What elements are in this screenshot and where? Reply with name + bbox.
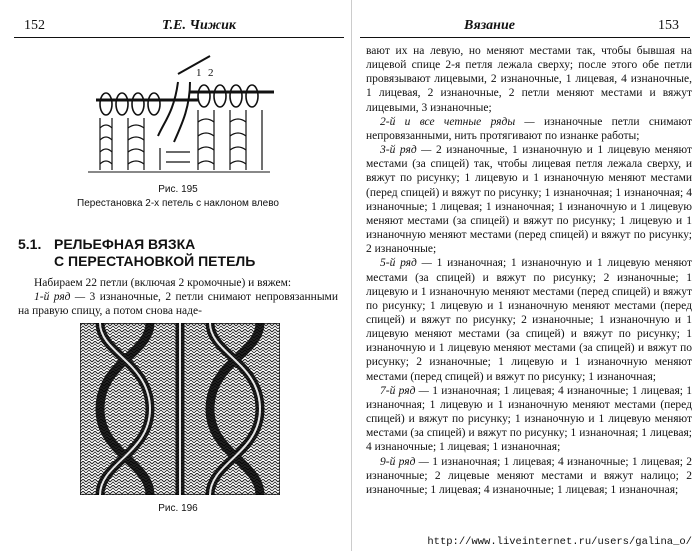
paragraph: вают их на левую, но меняют местами так, чтобы бывшая на лицевой спице 2-я петля лежала сверху; после этого обе петли провязывают лицевыми, 2 изнаночные, 1 лицевая, 4 изнаночные, 1 лицевая, 2 изнаночные, 2 петли меняют местами и вяжут лицевыми, 3 изнаночные; — [366, 45, 692, 114]
section-title-line2: С ПЕРЕСТАНОВКОЙ ПЕТЕЛЬ — [54, 253, 256, 269]
row-label: 7-й ряд — — [380, 384, 429, 397]
paragraph: 7-й ряд — 1 изнаночная; 1 лицевая; 4 изнаночные; 1 лицевая; 1 изнаночная; 1 лицевую и 1 изнаночную меняют местами (перед спицей) и вяжут по рисунку; 1 изнаночную и 1 лицевую меняют местами (за спицей) и вяжут по рисунку; 1 изнаночная; 1 лицевая; 4 изнаночные; 1 лицевая; 1 изнаночная; — [366, 384, 692, 454]
figure-195-illustration — [78, 52, 278, 180]
row-label: 5-й ряд — — [380, 257, 432, 270]
left-body-text — [18, 276, 338, 318]
row-label: 9-й ряд — — [380, 455, 429, 468]
running-title: Вязание — [464, 18, 515, 33]
figure-195-caption: Перестановка 2-х петель с наклоном влево — [77, 198, 279, 209]
right-body-text — [366, 44, 692, 497]
paragraph: 3-й ряд — 2 изнаночные, 1 изнаночную и 1 лицевую меняют местами (за спицей) так, чтобы лицевая петля лежала сверху, и вяжут по рисунку; 1 лицевую и 1 изнаночную меняют местами (перед спицей) и вяжут по рисунку; 1 изнаночная; 1 изнаночная; 4 изнаночные; 1 лицевая; 1 изнаночная; 1 изнаночную и 1 лицевую меняют местами (за спицей) и вяжут по рисунку; 1 лицевую и 1 изнаночную меняют местами (перед спицей) и вяжут по рисунку; 2 изнаночные; — [366, 144, 692, 256]
section-number: 5.1. — [18, 236, 42, 252]
paragraph — [18, 290, 338, 318]
paragraph: 5-й ряд — 1 изнаночная; 1 изнаночную и 1 лицевую меняют местами (за спицей) и вяжут по рисунку; 2 изнаночные; 1 лицевую и 1 изнаночную меняют местами (перед спицей) и вяжут по рисунку; 1 лицевую и 1 изнаночную меняют местами (перед спицей) и вяжут по рисунку; 2 изнаночные; 1 изнаночную и 1 лицевую меняют местами (за спицей) и вяжут по рисунку; 1 изнаночную и 1 лицевую меняют местами (за спицей) и вяжут по рисунку; 2 изнаночные; 1 лицевую и 1 изнаночную меняют местами (перед спицей) и вяжут по рисунку; 1 изнаночная; — [366, 257, 692, 383]
section-title-line1: РЕЛЬЕФНАЯ ВЯЗКА — [54, 236, 196, 252]
figure-196-illustration — [80, 323, 280, 495]
paragraph: 2-й и все четные ряды — изнаночные петли снимают непровязанными, нить протягивают по изнанке работы; — [366, 115, 692, 142]
page-number: 153 — [658, 18, 679, 33]
figure-195-number: Рис. 195 — [158, 184, 198, 195]
paragraph: Набираем 22 петли (включая 2 кромочные) и вяжем: — [34, 277, 292, 289]
row-label: 1-й ряд — — [34, 291, 86, 303]
right-page — [352, 0, 700, 551]
watermark-url: http://www.liveinternet.ru/users/galina_o/ — [427, 536, 692, 548]
header-rule — [14, 37, 344, 38]
row-label: 3-й ряд — — [380, 144, 432, 157]
row-label: 2-й и все четные ряды — — [380, 115, 535, 128]
figure-195-mark-1: 1 — [196, 67, 202, 79]
figure-195-mark-2: 2 — [208, 67, 214, 79]
figure-196-number: Рис. 196 — [158, 503, 198, 514]
running-title: Т.Е. Чижик — [162, 18, 236, 33]
row-text: 3 изнаночные, 2 петли снимают непровязанными на правую спицу, а потом снова наде- — [18, 291, 338, 317]
paragraph: 9-й ряд — 1 изнаночная; 1 лицевая; 4 изнаночные; 1 лицевая; 2 изнаночные; 2 лицевые меняют местами и вяжут налицо; 2 изнаночные; 1 лицевая; 4 изнаночные; 1 лицевая; 1 изнаночная; — [366, 455, 692, 496]
page-number: 152 — [24, 18, 45, 33]
section-heading — [18, 236, 338, 270]
header-rule — [360, 37, 690, 38]
